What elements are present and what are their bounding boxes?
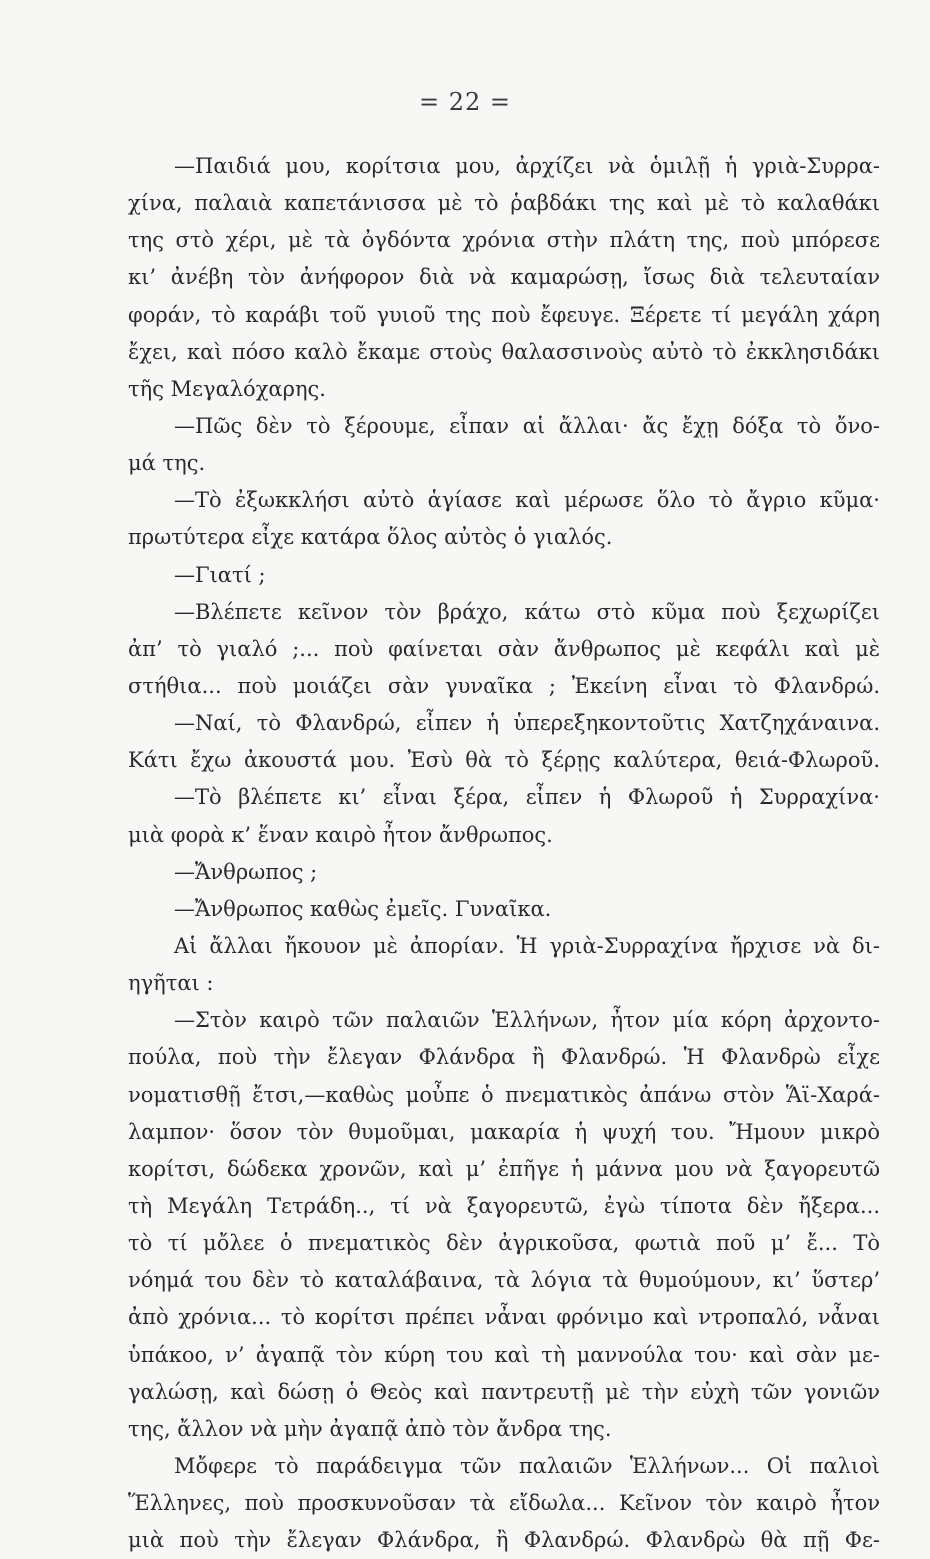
text-line: χίνα, παλαιὰ καπετάνισσα μὲ τὸ ῥαβδάκι της καὶ μὲ τὸ καλαθάκι [128,191,880,216]
text-line: ἀπὸ χρόνια... τὸ κορίτσι πρέπει νἆναι φρόνιμο καὶ ντροπαλό, νἆναι [128,1305,880,1330]
text-line: της, ἄλλον νὰ μὴν ἀγαπᾷ ἀπὸ τὸν ἄνδρα της. [128,1416,612,1441]
text-line: Κάτι ἔχω ἀκουστά μου. Ἐσὺ θὰ τὸ ξέρῃς καλύτερα, θειά-Φλωροῦ. [128,748,880,773]
text-line: γαλώσῃ, καὶ δώσῃ ὁ Θεὸς καὶ παντρευτῇ μὲ τὴν εὐχὴ τῶν γονιῶν [128,1379,880,1404]
page-number: = 22 = [418,88,511,116]
text-line: νοματισθῇ ἔτσι,—καθὼς μοὖπε ὁ πνεματικὸς ἀπάνω στὸν Ἅϊ-Χαρά- [128,1082,880,1107]
text-line: φοράν, τὸ καράβι τοῦ γυιοῦ της ποὺ ἔφευγε. Ξέρετε τί μεγάλη χάρη [128,302,880,327]
text-line: της στὸ χέρι, μὲ τὰ ὀγδόντα χρόνια στὴν πλάτη της, ποὺ μπόρεσε [128,228,880,253]
text-line: μιὰ φορὰ κ’ ἕναν καιρὸ ἦτον ἄνθρωπος. [128,822,553,847]
text-line: τὴ Μεγάλη Τετράδη.., τί νὰ ξαγορευτῶ, ἐγὼ τίποτα δὲν ἤξερα... [128,1193,880,1218]
text-line: ὑπάκοο, ν’ ἀγαπᾷ τὸν κύρη του καὶ τὴ μαννούλα του· καὶ σὰν με- [128,1342,880,1367]
text-line: ἔχει, καὶ πόσο καλὸ ἔκαμε στοὺς θαλασσινοὺς αὐτὸ τὸ ἐκκλησιδάκι [128,339,880,364]
text-line: κορίτσι, δώδεκα χρονῶν, καὶ μ’ ἐπῆγε ἡ μάννα μου νὰ ξαγορευτῶ [128,1156,880,1181]
text-line: —Πῶς δὲν τὸ ξέρουμε, εἶπαν αἱ ἄλλαι· ἄς ἔχῃ δόξα τὸ ὄνο- [174,413,880,438]
text-line: μά της. [128,451,206,476]
text-line: —Τὸ ἐξωκκλήσι αὐτὸ ἁγίασε καὶ μέρωσε ὅλο τὸ ἄγριο κῦμα· [174,488,880,513]
text-line: —Βλέπετε κεῖνον τὸν βράχο, κάτω στὸ κῦμα ποὺ ξεχωρίζει [174,599,880,624]
text-line: ηγῆται : [128,971,214,996]
text-line: —Ἄνθρωπος καθὼς ἐμεῖς. Γυναῖκα. [174,896,552,921]
text-line: Αἱ ἄλλαι ἤκουον μὲ ἀπορίαν. Ἡ γριὰ-Συρραχίνα ἤρχισε νὰ δι- [174,933,880,958]
text-line: —Ἄνθρωπος ; [174,859,318,884]
text-line: —Τὸ βλέπετε κι’ εἶναι ξέρα, εἶπεν ἡ Φλωροῦ ἡ Συρραχίνα· [174,785,880,810]
text-line: πούλα, ποὺ τὴν ἔλεγαν Φλάνδρα ἢ Φλανδρώ. Ἡ Φλανδρὼ εἶχε [128,1045,880,1070]
text-line: —Ναί, τὸ Φλανδρώ, εἶπεν ἡ ὑπερεξηκοντοῦτις Χατζηχάναινα. [174,711,880,736]
text-line: τὸ τί μὄλεε ὁ πνεματικὸς δὲν ἀγρικοῦσα, φωτιὰ ποῦ μ’ ἔ... Τὸ [128,1231,880,1256]
text-line: πρωτύτερα εἶχε κατάρα ὅλος αὐτὸς ὁ γιαλός. [128,525,613,550]
text-line: Μὄφερε τὸ παράδειγμα τῶν παλαιῶν Ἑλλήνων... Οἱ παλιοὶ [174,1453,880,1478]
text-line: νόημά του δὲν τὸ καταλάβαινα, τὰ λόγια τὰ θυμούμουν, κι’ ὕστερ’ [128,1268,880,1293]
text-line: μιὰ ποὺ τὴν ἔλεγαν Φλάνδρα, ἢ Φλανδρώ. Φλανδρὼ θὰ πῇ Φε- [128,1528,880,1553]
page-text [128,148,880,1559]
text-line: ἀπ’ τὸ γιαλό ;... ποὺ φαίνεται σὰν ἄνθρωπος μὲ κεφάλι καὶ μὲ [128,636,880,661]
text-line: —Στὸν καιρὸ τῶν παλαιῶν Ἑλλήνων, ἦτον μία κόρη ἀρχοντο- [174,1008,880,1033]
text-line: στήθια... ποὺ μοιάζει σὰν γυναῖκα ; Ἐκείνη εἶναι τὸ Φλανδρώ. [128,673,880,698]
text-line: κι’ ἀνέβη τὸν ἀνήφορον διὰ νὰ καμαρώσῃ, ἴσως διὰ τελευταίαν [128,265,880,290]
text-line: τῆς Μεγαλόχαρης. [128,376,326,401]
text-line: —Παιδιά μου, κορίτσια μου, ἀρχίζει νὰ ὁμιλῇ ἡ γριὰ-Συρρα- [174,154,880,178]
text-line: λαμπον· ὅσον τὸν θυμοῦμαι, μακαρία ἡ ψυχή του. Ἤμουν μικρὸ [128,1119,880,1144]
text-line: Ἕλληνες, ποὺ προσκυνοῦσαν τὰ εἴδωλα... Κεῖνον τὸν καιρὸ ἦτον [128,1491,880,1516]
text-line: —Γιατί ; [174,562,266,587]
